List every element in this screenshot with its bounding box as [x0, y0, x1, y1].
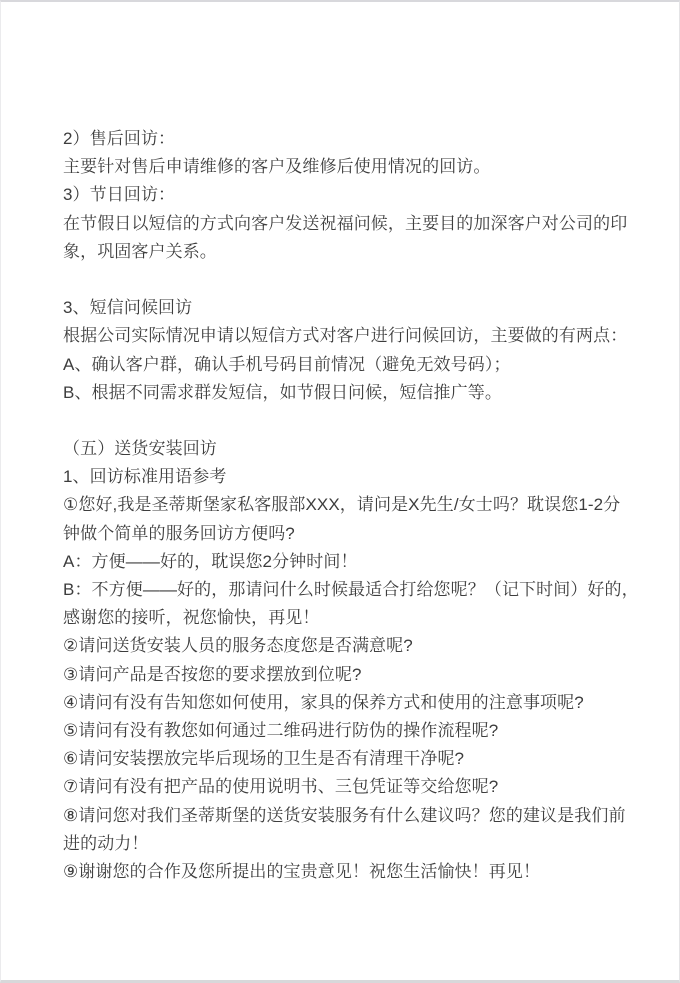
- text-line: 3）节日回访：: [63, 185, 176, 205]
- text-line: 1、回访标准用语参考: [63, 467, 227, 487]
- text-line: ⑤请问有没有教您如何通过二维码进行防伪的操作流程呢?: [63, 720, 499, 740]
- document-section: [63, 125, 639, 266]
- text-line: ①您好,我是圣蒂斯堡家私客服部XXX，请问是X先生/女士吗？耽误您1-2分: [63, 495, 621, 515]
- text-line: B、根据不同需求群发短信，如节假日问候，短信推广等。: [63, 382, 502, 402]
- document-section: [63, 294, 639, 407]
- text-line: 感谢您的接听，祝您愉快，再见！: [63, 608, 320, 628]
- text-line: ⑧请问您对我们圣蒂斯堡的送货安装服务有什么建议吗？您的建议是我们前: [63, 805, 626, 825]
- document-section: [63, 435, 639, 886]
- text-line: ⑥请问安装摆放完毕后现场的卫生是否有清理干净呢?: [63, 749, 465, 769]
- text-line: 进的动力！: [63, 833, 149, 853]
- text-line: ③请问产品是否按您的要求摆放到位呢?: [63, 664, 362, 684]
- text-line: 主要针对售后申请维修的客户及维修后使用情况的回访。: [63, 157, 491, 177]
- text-line: （五）送货安装回访: [63, 439, 217, 459]
- text-line: 在节假日以短信的方式向客户发送祝福问候，主要目的加深客户对公司的印: [63, 213, 628, 233]
- text-line: ②请问送货安装人员的服务态度您是否满意呢?: [63, 636, 413, 656]
- text-line: A、确认客户群，确认手机号码目前情况（避免无效号码）；: [63, 354, 511, 374]
- text-line: ⑨谢谢您的合作及您所提出的宝贵意见！祝您生活愉快！再见！: [63, 861, 541, 881]
- text-line: ④请问有没有告知您如何使用，家具的保养方式和使用的注意事项呢?: [63, 692, 584, 712]
- text-line: 根据公司实际情况申请以短信方式对客户进行问候回访，主要做的有两点：: [63, 326, 628, 346]
- text-line: A：方便——好的，耽误您2分钟时间！: [63, 551, 358, 571]
- text-line: B：不方便——好的，那请问什么时候最适合打给您呢？（记下时间）好的，: [63, 580, 639, 599]
- text-line: 2）售后回访：: [63, 129, 176, 148]
- text-line: 象，巩固客户关系。: [63, 241, 217, 261]
- text-line: ⑦请问有没有把产品的使用说明书、三包凭证等交给您呢?: [63, 777, 499, 797]
- text-line: 钟做个简单的服务回访方便吗?: [63, 523, 295, 543]
- text-line: 3、短信问候回访: [63, 298, 193, 318]
- document-content: [1, 2, 679, 886]
